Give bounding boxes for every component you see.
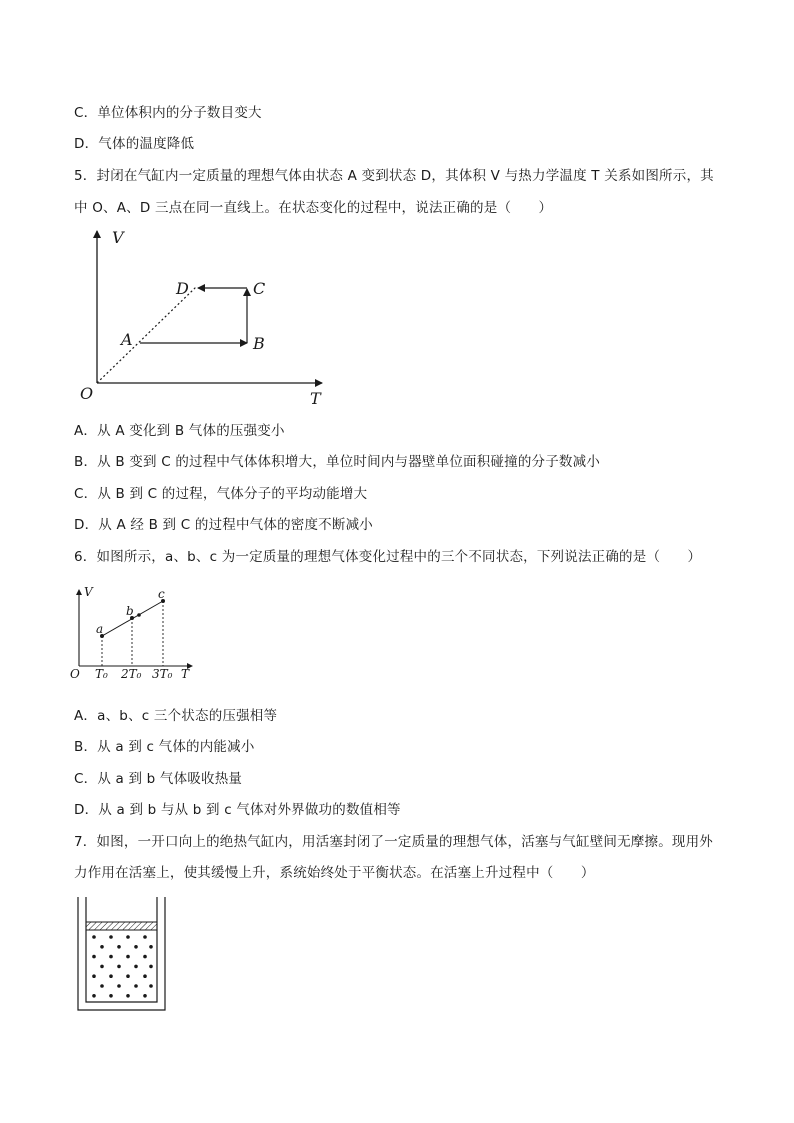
gas-molecule-dot xyxy=(126,955,130,959)
gas-molecule-dot xyxy=(149,965,153,969)
gas-molecule-dot xyxy=(134,965,138,969)
q6-option-d: D．从 a 到 b 与从 b 到 c 气体对外界做功的数值相等 xyxy=(74,802,401,818)
q5-v-label: V xyxy=(112,228,124,247)
gas-molecule-dot xyxy=(126,974,130,978)
q6-t-label: T xyxy=(181,667,190,681)
q5-stem-line2: 中 O、A、D 三点在同一直线上。在状态变化的过程中，说法正确的是（ ） xyxy=(74,200,553,216)
gas-molecule-dot xyxy=(126,935,130,939)
q5-t-label: T xyxy=(310,389,321,408)
gas-molecule-dot xyxy=(149,984,153,988)
q6-option-c: C．从 a 到 b 气体吸收热量 xyxy=(74,771,243,787)
gas-molecule-dot xyxy=(109,994,113,998)
gas-molecule-dot xyxy=(149,945,153,949)
q5-point-a: A xyxy=(121,330,133,349)
gas-molecule-dot xyxy=(143,974,147,978)
q6-o-label: O xyxy=(70,667,80,681)
gas-molecule-dot xyxy=(109,974,113,978)
q5-option-a: A．从 A 变化到 B 气体的压强变小 xyxy=(74,423,285,439)
q7-cylinder-inner xyxy=(86,897,157,1002)
q6-option-a: A．a、b、c 三个状态的压强相等 xyxy=(74,708,278,724)
q4-option-d: D．气体的温度降低 xyxy=(74,136,195,152)
gas-molecule-dot xyxy=(143,955,147,959)
q7-cylinder-outer xyxy=(78,897,165,1010)
q7-gas-molecules xyxy=(92,935,153,997)
gas-molecule-dot xyxy=(143,935,147,939)
q5-point-b: B xyxy=(253,334,265,353)
q6-point-c: c xyxy=(158,587,165,601)
gas-molecule-dot xyxy=(134,945,138,949)
gas-molecule-dot xyxy=(100,945,104,949)
gas-molecule-dot xyxy=(92,974,96,978)
gas-molecule-dot xyxy=(100,965,104,969)
gas-molecule-dot xyxy=(92,955,96,959)
q6-point-a: a xyxy=(96,622,104,636)
q5-point-c: C xyxy=(253,279,266,298)
q6-point-b: b xyxy=(126,604,134,618)
q5-point-d: D xyxy=(176,279,189,298)
q5-stem-line1: 5．封闭在气缸内一定质量的理想气体由状态 A 变到状态 D，其体积 V 与热力学温度 T 关系如图所示，其 xyxy=(74,168,714,184)
q5-option-b: B．从 B 变到 C 的过程中气体体积增大，单位时间内与器壁单位面积碰撞的分子数减小 xyxy=(74,454,601,470)
q6-tick-1: T₀ xyxy=(95,667,108,681)
q6-stem: 6．如图所示，a、b、c 为一定质量的理想气体变化过程中的三个不同状态，下列说法正确的是（ ） xyxy=(74,549,702,565)
gas-molecule-dot xyxy=(117,945,121,949)
gas-molecule-dot xyxy=(126,994,130,998)
q6-v-label: V xyxy=(84,585,93,599)
q6-tick-2: 2T₀ xyxy=(121,667,142,681)
q7-stem-line1: 7．如图，一开口向上的绝热气缸内，用活塞封闭了一定质量的理想气体，活塞与气缸壁间无摩擦。现用外 xyxy=(74,834,713,850)
gas-molecule-dot xyxy=(92,935,96,939)
q6-option-b: B．从 a 到 c 气体的内能减小 xyxy=(74,739,255,755)
gas-molecule-dot xyxy=(143,994,147,998)
gas-molecule-dot xyxy=(100,984,104,988)
gas-molecule-dot xyxy=(109,955,113,959)
q4-option-c: C．单位体积内的分子数目变大 xyxy=(74,105,262,121)
q7-piston xyxy=(86,922,157,930)
q5-option-d: D．从 A 经 B 到 C 的过程中气体的密度不断减小 xyxy=(74,517,373,533)
gas-molecule-dot xyxy=(117,984,121,988)
q5-o-label: O xyxy=(80,384,94,403)
q6-tick-3: 3T₀ xyxy=(152,667,173,681)
q5-option-c: C．从 B 到 C 的过程，气体分子的平均动能增大 xyxy=(74,486,368,502)
gas-molecule-dot xyxy=(92,994,96,998)
gas-molecule-dot xyxy=(109,935,113,939)
gas-molecule-dot xyxy=(134,984,138,988)
gas-molecule-dot xyxy=(117,965,121,969)
q7-stem-line2: 力作用在活塞上，使其缓慢上升，系统始终处于平衡状态。在活塞上升过程中（ ） xyxy=(74,865,595,881)
